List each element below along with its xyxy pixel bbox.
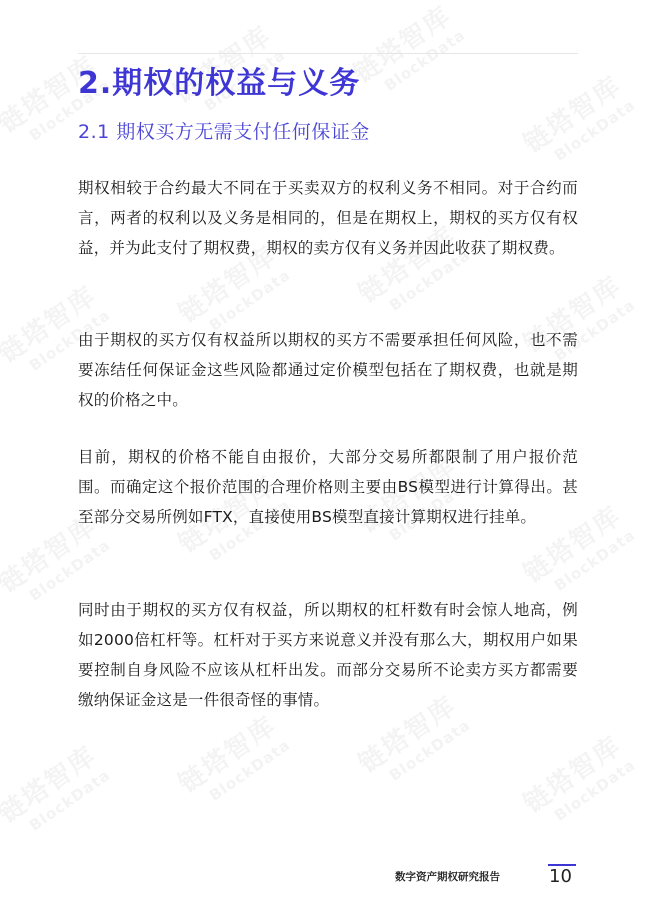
header-divider [78,53,578,54]
watermark [170,705,294,815]
page-number: 10 [549,866,572,887]
body-paragraph: 同时由于期权的买方仅有权益，所以期权的杠杆数有时会惊人地高，例如2000倍杠杆等。杠杆对于买方来说意义并没有那么大，期权用户如果要控制自身风险不应该从杠杆出发。而部分交易所不论卖方买方都需要缴纳保证金这是一件很奇怪的事情。 [78,601,578,709]
body-paragraph: 期权相较于合约最大不同在于买卖双方的权利义务不相同。对于合约而言，两者的权利以及义务是相同的，但是在期权上，期权的买方仅有权益，并为此支付了期权费，期权的卖方仅有义务并因此收获了期权费。 [78,179,578,257]
section-heading: 2.期权的权益与义务 [78,66,361,101]
footer-report-title: 数字资产期权研究报告 [395,871,500,883]
subsection-heading: 2.1 期权买方无需支付任何保证金 [78,121,370,143]
watermark [515,65,639,175]
body-paragraph: 目前，期权的价格不能自由报价，大部分交易所都限制了用户报价范围。而确定这个报价范围的合理价格则主要由BS模型进行计算得出。甚至部分交易所例如FTX，直接使用BS模型直接计算期权进行挂单。 [78,448,578,526]
body-paragraph: 由于期权的买方仅有权益所以期权的买方不需要承担任何风险，也不需要冻结任何保证金这些风险都通过定价模型包括在了期权费，也就是期权的价格之中。 [78,331,578,409]
watermark [515,725,639,835]
watermark [0,735,114,845]
